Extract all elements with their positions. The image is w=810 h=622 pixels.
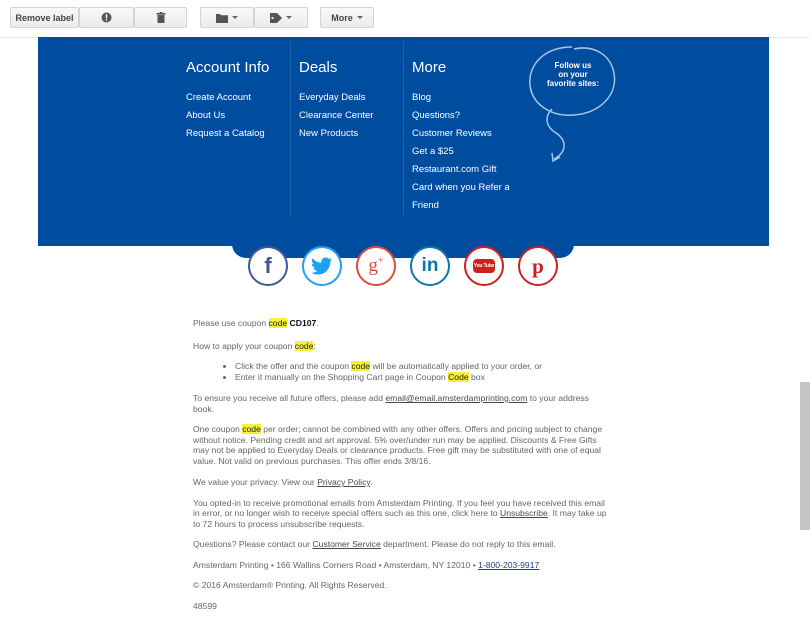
delete-button[interactable]: [134, 7, 187, 28]
follow-us-line: on your: [558, 70, 588, 79]
account-info-title: Account Info: [186, 59, 270, 76]
labels-button[interactable]: [254, 7, 308, 28]
column-divider: [290, 41, 291, 217]
customer-reviews-link[interactable]: Customer Reviews: [412, 128, 492, 139]
remove-label-button[interactable]: [10, 7, 79, 28]
text: department. Please do not reply to this email.: [380, 539, 556, 549]
questions-paragraph: [193, 539, 609, 550]
pinterest-icon[interactable]: p: [518, 246, 558, 286]
new-products-link[interactable]: New Products: [299, 128, 359, 139]
highlight: Code: [448, 371, 469, 382]
email-body-text: [193, 318, 609, 611]
unsubscribe-paragraph: [193, 498, 609, 530]
text: box: [468, 371, 485, 382]
highlight: code: [242, 424, 261, 434]
refer-friend-link-line2[interactable]: Restaurant.com Gift: [412, 164, 497, 175]
twitter-bird-icon: [311, 257, 333, 275]
highlight: code: [294, 340, 314, 351]
text: Enter it manually on the Shopping Cart page in Coupon: [235, 371, 449, 382]
address-paragraph: [193, 560, 609, 571]
email-footer-nav: [38, 37, 769, 246]
text: To ensure you receive all future offers, please add: [193, 393, 386, 403]
column-divider: [403, 41, 404, 217]
report-spam-button[interactable]: [79, 7, 134, 28]
highlight: code: [268, 318, 288, 328]
list-item: [235, 361, 609, 372]
twitter-icon[interactable]: [302, 246, 342, 286]
chevron-down-icon: [232, 16, 238, 19]
more-text: More: [331, 12, 353, 23]
trash-icon: [156, 12, 166, 23]
text: .: [316, 318, 319, 328]
refer-friend-link-line4[interactable]: Friend: [412, 200, 439, 211]
google-plus-icon[interactable]: g+: [356, 246, 396, 286]
text: How to apply your coupon: [193, 340, 295, 351]
coupon-paragraph: [193, 318, 609, 329]
label-tag-icon: [270, 13, 282, 23]
text: One coupon: [193, 424, 243, 434]
chevron-down-icon: [286, 16, 292, 19]
instructions-list: [193, 361, 609, 382]
refer-friend-link-line3[interactable]: Card when you Refer a: [412, 182, 510, 193]
text: .: [370, 477, 373, 487]
text: per order; cannot be combined with any other offers. Offers and pricing subject to change without notice. Pending credit and art approval. 5% over/under run may be applied. Discounts & Free Gifts may not be applied to Everyday Deals or clearance products. Free gift may be substituted with one of equal value. Not valid on previous purchases. This offer ends 3/8/16.: [193, 424, 603, 466]
text: . It may take up to 72 hours to process unsubscribe requests.: [193, 508, 607, 529]
chevron-down-icon: [357, 16, 363, 19]
text: Click the offer and the coupon: [235, 361, 352, 371]
text: We value your privacy. View our: [193, 477, 318, 487]
address-book-paragraph: [193, 393, 609, 414]
remove-label-text: Remove label: [15, 12, 74, 23]
privacy-paragraph: [193, 477, 609, 488]
follow-us-line: Follow us: [554, 61, 592, 70]
follow-us-line: favorite sites:: [546, 79, 600, 88]
reference-number: 48599: [193, 600, 217, 611]
email-link[interactable]: email@email.amsterdamprinting.com: [385, 393, 528, 403]
text: You opted-in to receive promotional emails from Amsterdam Printing. If you feel you have received this email in error, or no longer wish to receive special offers such as this one, click here to: [193, 497, 605, 518]
text: :: [313, 340, 316, 351]
clearance-center-link[interactable]: Clearance Center: [299, 110, 374, 121]
scrollbar-thumb[interactable]: [800, 382, 810, 530]
deals-title: Deals: [299, 59, 338, 76]
follow-us-text: [538, 61, 608, 88]
text: Please use coupon: [193, 318, 269, 328]
request-catalog-link[interactable]: Request a Catalog: [186, 128, 265, 139]
blog-link[interactable]: Blog: [412, 92, 432, 103]
facebook-icon[interactable]: f: [248, 246, 288, 286]
linkedin-icon[interactable]: in: [410, 246, 450, 286]
about-us-link[interactable]: About Us: [186, 110, 226, 121]
move-to-button[interactable]: [200, 7, 254, 28]
everyday-deals-link[interactable]: Everyday Deals: [299, 92, 366, 103]
unsubscribe-link[interactable]: Unsubscribe: [499, 508, 548, 518]
phone-link[interactable]: 1-800-203-9917: [478, 559, 540, 570]
coupon-code: CD107: [289, 318, 317, 328]
more-button[interactable]: [320, 7, 374, 28]
highlight: code: [351, 361, 371, 371]
how-to-paragraph: [193, 341, 609, 352]
copyright-text: © 2016 Amsterdam® Printing. All Rights Reserved.: [193, 580, 387, 590]
create-account-link[interactable]: Create Account: [186, 92, 251, 103]
text: Amsterdam Printing • 166 Wallins Corners Road • Amsterdam, NY 12010 •: [193, 559, 479, 570]
terms-paragraph: [193, 424, 609, 466]
list-item: [235, 372, 609, 383]
youtube-icon[interactable]: [464, 246, 504, 286]
folder-icon: [216, 13, 228, 23]
youtube-wordmark: You Tube: [473, 263, 495, 269]
toolbar: [0, 0, 810, 38]
more-title: More: [412, 59, 447, 76]
text: Questions? Please contact our: [193, 539, 313, 549]
privacy-policy-link[interactable]: Privacy Policy: [317, 477, 371, 487]
text: to your address book.: [193, 393, 589, 414]
text: will be automatically applied to your order, or: [370, 361, 543, 371]
exclamation-icon: [101, 12, 112, 23]
refer-friend-link-line1[interactable]: Get a $25: [412, 146, 454, 157]
questions-link[interactable]: Questions?: [412, 110, 461, 121]
customer-service-link[interactable]: Customer Service: [312, 539, 381, 549]
